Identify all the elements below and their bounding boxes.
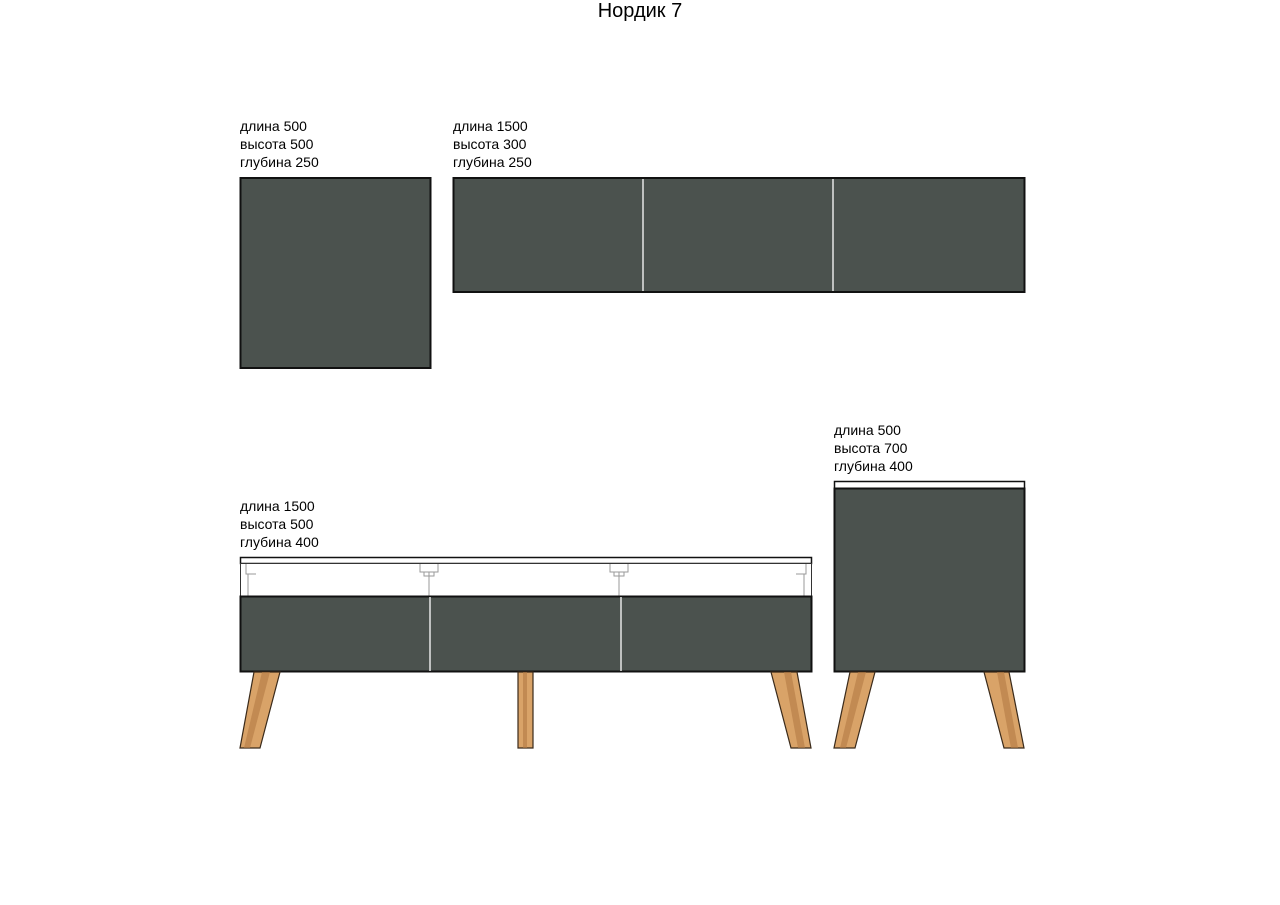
cabinet-leg-left: [834, 672, 875, 748]
cabinet-door: [241, 178, 431, 368]
dim-height: высота 700: [834, 440, 908, 456]
cabinet-door: [835, 489, 1025, 672]
stand-leg-right: [771, 672, 811, 748]
tv-stand: [240, 558, 812, 749]
wall-cabinet-square: [241, 178, 431, 368]
dim-length: длина 500: [834, 422, 901, 438]
stand-leg-left: [240, 672, 280, 748]
page-title: Нордик 7: [597, 0, 683, 22]
stand-top-board: [241, 558, 812, 564]
shelf-body: [454, 178, 1025, 292]
dim-depth: глубина 400: [240, 534, 319, 550]
stand-leg-center: [518, 672, 533, 748]
cabinet-leg-right: [984, 672, 1024, 748]
dim-height: высота 500: [240, 516, 314, 532]
dim-depth: глубина 400: [834, 458, 913, 474]
stand-open-niche: [241, 564, 812, 597]
dim-length: длина 1500: [240, 498, 315, 514]
dim-height: высота 300: [453, 136, 527, 152]
wall-shelf-long: [454, 178, 1025, 292]
dim-length: длина 500: [240, 118, 307, 134]
stand-drawer-front: [241, 597, 812, 672]
cabinet-top-board: [835, 482, 1025, 489]
dim-depth: глубина 250: [453, 154, 532, 170]
dim-length: длина 1500: [453, 118, 528, 134]
cabinet-tall: [834, 482, 1025, 749]
dim-height: высота 500: [240, 136, 314, 152]
dim-depth: глубина 250: [240, 154, 319, 170]
